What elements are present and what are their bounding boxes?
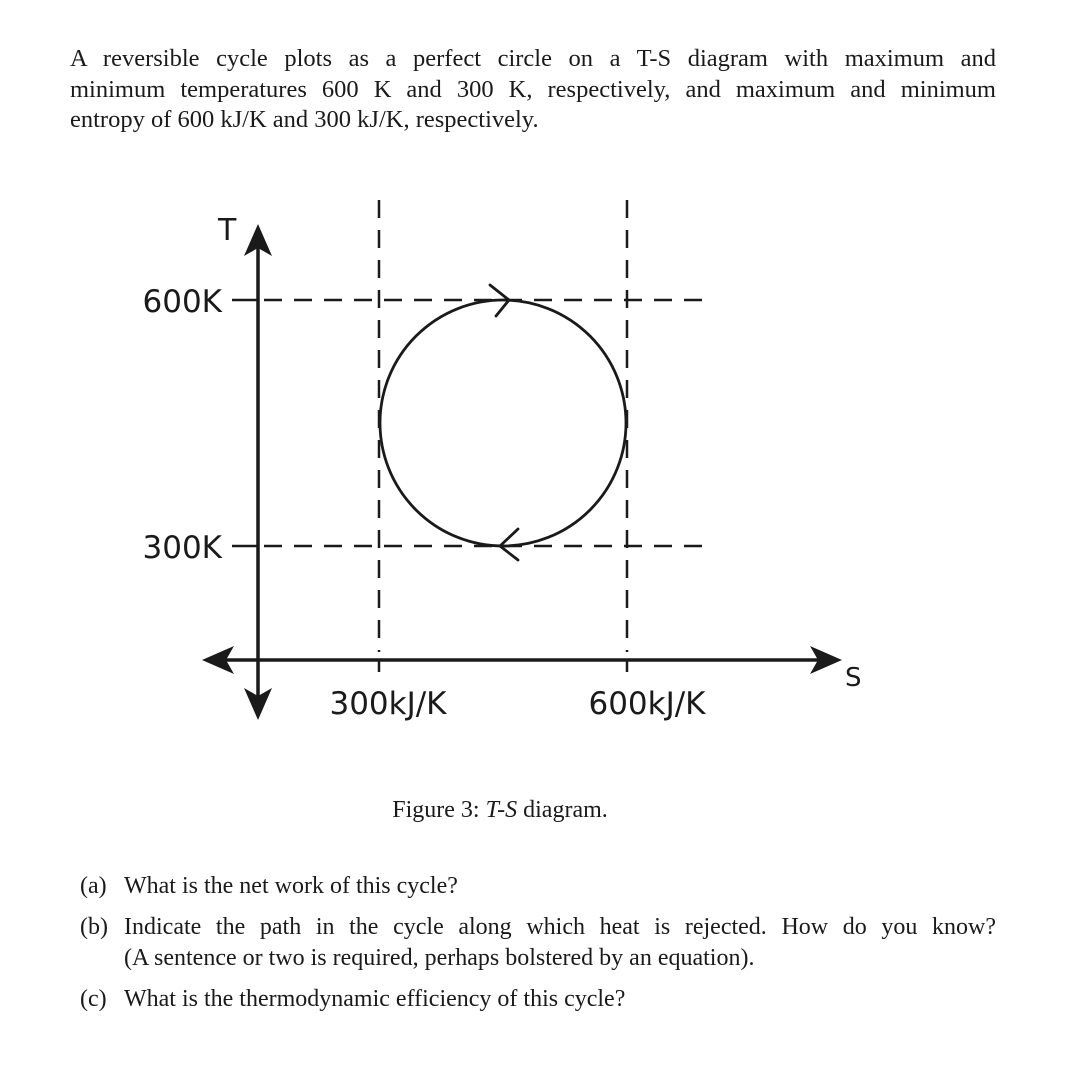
caption-suffix: diagram. bbox=[517, 797, 608, 823]
question-tag: (b) bbox=[80, 914, 108, 940]
question-text: Indicate the path in the cycle along which heat is rejected. How do you know? bbox=[124, 914, 996, 940]
intro-line-2: minimum temperatures 600 K and 300 K, respectively, and maximum and minimum bbox=[70, 75, 996, 103]
tick-label-600kjk: 600kJ/K bbox=[588, 686, 706, 722]
tick-label-600k: 600K bbox=[142, 284, 222, 320]
question-text-continuation: (A sentence or two is required, perhaps bolstered by an equation). bbox=[124, 945, 755, 971]
caption-prefix: Figure 3: bbox=[392, 797, 486, 823]
question-tag: (c) bbox=[80, 986, 107, 1012]
figure-caption bbox=[0, 797, 1000, 824]
caption-italic: T-S bbox=[485, 797, 518, 823]
intro-line-3: entropy of 600 kJ/K and 300 kJ/K, respectively. bbox=[70, 106, 539, 133]
question-text: What is the net work of this cycle? bbox=[124, 873, 458, 899]
t-axis-label: T bbox=[218, 213, 237, 248]
tick-label-300kjk: 300kJ/K bbox=[329, 686, 447, 722]
cycle-circle bbox=[380, 300, 626, 546]
intro-line-1: A reversible cycle plots as a perfect circle on a T-S diagram with maximum and bbox=[70, 45, 996, 72]
question-tag: (a) bbox=[80, 873, 107, 899]
tick-label-300k: 300K bbox=[142, 530, 222, 566]
s-axis-label: S bbox=[845, 663, 862, 693]
question-text: What is the thermodynamic efficiency of this cycle? bbox=[124, 986, 626, 1012]
